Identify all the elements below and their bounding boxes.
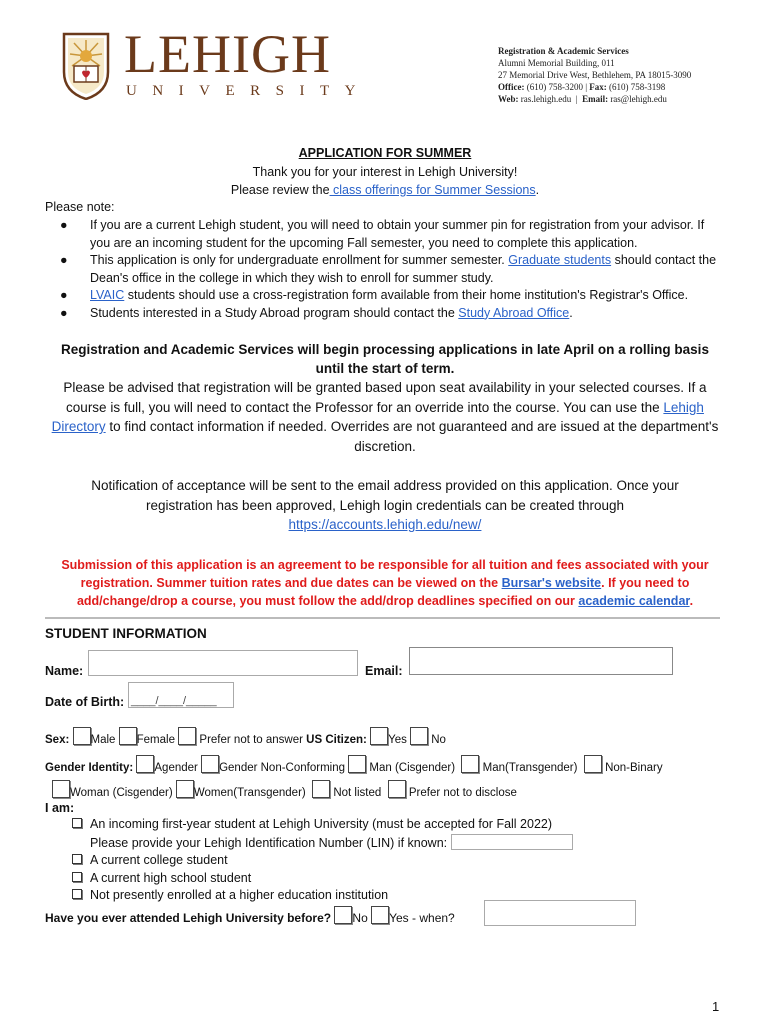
- separator: |: [575, 94, 578, 104]
- processing-line-1: Registration and Academic Services will begin processing applications in late April on a rolling basis: [61, 342, 709, 357]
- office-name: Registration & Academic Services: [498, 46, 629, 56]
- option-label: Male: [90, 734, 116, 746]
- list-item: [60, 287, 720, 305]
- option-label: Yes - when?: [389, 911, 455, 925]
- gender-row-1: [45, 755, 663, 774]
- option-label: Man(Transgender): [482, 762, 578, 774]
- option-label: A current high school student: [90, 870, 252, 885]
- lehigh-logo: [62, 24, 371, 102]
- list-item: [72, 852, 573, 870]
- advised-text-end: to find contact information if needed. Overrides are not guaranteed and are issued at the department's discretion.: [105, 419, 719, 454]
- option-label: Not presently enrolled at a higher education institution: [90, 888, 389, 902]
- submission-text-end: .: [689, 594, 694, 608]
- checkbox-attended-yes[interactable]: [371, 906, 389, 924]
- separator: |: [585, 82, 588, 92]
- name-field[interactable]: [88, 650, 358, 676]
- note-label: Please note:: [45, 200, 115, 214]
- fax-phone: (610) 758-3198: [609, 82, 666, 92]
- logo-wordmark: LEHIGH: [124, 24, 331, 84]
- name-label: Name:: [45, 664, 84, 678]
- gender-label: Gender Identity:: [45, 762, 134, 774]
- web-link[interactable]: ras.lehigh.edu: [520, 94, 572, 104]
- notification-paragraph: [70, 476, 700, 535]
- checkbox-prefer-not-to-answer[interactable]: [178, 727, 196, 745]
- checkbox-attended-no[interactable]: [334, 906, 352, 924]
- note-text: should contact the Dean's office in the college in which they wish to enroll for summer study.: [90, 253, 717, 285]
- option-label: An incoming first-year student at Lehigh University (must be accepted for Fall 2022): [90, 817, 553, 831]
- lehigh-crest-icon: [62, 32, 110, 100]
- office-contact-block: [498, 45, 691, 105]
- bullet-icon: ●: [60, 288, 68, 302]
- office-phone-label: Office:: [498, 82, 525, 92]
- list-item: [60, 217, 720, 252]
- email-label: Email:: [365, 664, 403, 678]
- list-item: [72, 816, 573, 834]
- thanks-text: Thank you for your interest in Lehigh University!: [252, 165, 518, 179]
- lin-row: [72, 834, 573, 853]
- processing-notice: [40, 340, 730, 378]
- office-address: 27 Memorial Drive West, Bethlehem, PA 18015-3090: [498, 70, 692, 80]
- note-text: Students interested in a Study Abroad program should contact the: [90, 305, 459, 320]
- office-web-email: [498, 93, 691, 105]
- checkbox-gender-non-conforming[interactable]: [201, 755, 219, 773]
- option-label: No: [352, 911, 368, 925]
- option-label: Man (Cisgender): [369, 762, 456, 774]
- email-field[interactable]: [409, 647, 673, 675]
- list-item: [60, 252, 720, 287]
- iam-list: [72, 816, 573, 905]
- email-label: Email:: [582, 94, 609, 104]
- checkbox-not-enrolled[interactable]: [72, 889, 82, 899]
- bullet-icon: ●: [60, 218, 68, 232]
- attended-row: [45, 906, 455, 925]
- option-label: Female: [136, 734, 175, 746]
- checkbox-prefer-not-to-disclose[interactable]: [388, 780, 406, 798]
- divider: [45, 617, 720, 619]
- study-abroad-office-link[interactable]: Study Abroad Office: [458, 305, 570, 320]
- notes-list: [60, 217, 720, 322]
- option-label: Not listed: [333, 787, 382, 799]
- graduate-students-link[interactable]: Graduate students: [508, 253, 612, 267]
- submission-text: Submission of this application is an agreement to be responsible for all tuition and fees associated with your registration. Summer tuition rates and due dates can be viewed on the: [61, 558, 709, 590]
- email-link[interactable]: ras@lehigh.edu: [610, 94, 667, 104]
- checkbox-current-college-student[interactable]: [72, 854, 82, 864]
- sex-label: Sex:: [45, 734, 70, 746]
- bullet-icon: ●: [60, 305, 68, 320]
- lin-field[interactable]: [451, 834, 573, 850]
- checkbox-male[interactable]: [73, 727, 91, 745]
- academic-calendar-link[interactable]: academic calendar: [578, 594, 690, 608]
- advised-paragraph: [50, 378, 720, 456]
- advised-text: Please be advised that registration will be granted based upon seat availability in your selected courses. If a course is full, you will need to contact the Professor for an override into the course. You can use the: [63, 380, 707, 415]
- attended-label: Have you ever attended Lehigh University before?: [45, 911, 332, 925]
- checkbox-not-listed[interactable]: [312, 780, 330, 798]
- office-building: Alumni Memorial Building, 011: [498, 58, 615, 68]
- option-label: Woman (Cisgender): [70, 787, 173, 799]
- office-phone: (610) 758-3200: [526, 82, 583, 92]
- list-item: [60, 305, 720, 323]
- web-label: Web:: [498, 94, 519, 104]
- list-item: [72, 870, 573, 888]
- class-offerings-link[interactable]: class offerings for Summer Sessions: [329, 183, 536, 197]
- option-label: Women(Transgender): [193, 787, 306, 799]
- option-label: Agender: [154, 762, 198, 774]
- fax-label: Fax:: [589, 82, 607, 92]
- option-label: Gender Non-Conforming: [219, 762, 345, 774]
- page-title: APPLICATION FOR SUMMER: [298, 146, 472, 160]
- note-text: If you are a current Lehigh student, you will need to obtain your summer pin for registration from your advisor. If you are an incoming student for the upcoming Fall semester, you need to complete this application.: [90, 218, 705, 250]
- logo-subtitle: UNIVERSITY: [126, 83, 371, 99]
- processing-line-2: until the start of term.: [315, 361, 455, 376]
- lvaic-link[interactable]: LVAIC: [90, 288, 125, 302]
- note-text: This application is only for undergraduate enrollment for summer semester.: [90, 253, 509, 267]
- office-phones: [498, 81, 691, 93]
- sex-row: [45, 727, 446, 746]
- dob-label: Date of Birth:: [45, 695, 125, 709]
- lin-label: Please provide your Lehigh Identification Number (LIN) if known:: [90, 835, 448, 850]
- review-line: [40, 183, 730, 197]
- option-label: No: [431, 734, 446, 746]
- dob-placeholder: ____/____/_____: [131, 695, 217, 707]
- page-number: 1: [712, 999, 720, 1014]
- review-prefix: Please review the: [230, 183, 330, 197]
- checkbox-citizen-no[interactable]: [410, 727, 428, 745]
- option-label: Prefer not to answer: [199, 734, 303, 746]
- note-text: students should use a cross-registration form available from their home institution's Registrar's Office.: [124, 288, 689, 302]
- checkbox-current-high-school-student[interactable]: [72, 872, 82, 882]
- bursar-website-link[interactable]: Bursar's website: [501, 576, 602, 590]
- dob-field[interactable]: [128, 682, 234, 708]
- checkbox-female[interactable]: [119, 727, 137, 745]
- citizen-label: US Citizen:: [306, 734, 367, 746]
- checkbox-women-transgender[interactable]: [176, 780, 194, 798]
- checkbox-man-cisgender[interactable]: [348, 755, 366, 773]
- option-label: A current college student: [90, 853, 228, 867]
- review-suffix: .: [535, 183, 540, 197]
- notification-text: Notification of acceptance will be sent to the email address provided on this application. Once your registration has been approved, Lehigh login credentials can be created through: [91, 478, 679, 513]
- checkbox-agender[interactable]: [136, 755, 154, 773]
- option-label: Prefer not to disclose: [408, 787, 517, 799]
- checkbox-non-binary[interactable]: [584, 755, 602, 773]
- gender-row-2: [52, 780, 517, 799]
- option-label: Yes: [388, 734, 407, 746]
- option-label: Non-Binary: [605, 762, 663, 774]
- iam-label: I am:: [45, 801, 75, 815]
- checkbox-citizen-yes[interactable]: [370, 727, 388, 745]
- bullet-icon: ●: [60, 253, 68, 267]
- submission-warning: [50, 556, 720, 610]
- attended-when-field[interactable]: [484, 900, 636, 926]
- checkbox-incoming-first-year[interactable]: [72, 818, 82, 828]
- checkbox-woman-cisgender[interactable]: [52, 780, 70, 798]
- submission-text-mid: . If you need to add/change/drop a course, you must follow the add/drop deadlines specified on our: [76, 576, 690, 608]
- accounts-link[interactable]: https://accounts.lehigh.edu/new/: [288, 517, 482, 532]
- lehigh-directory-link[interactable]: Lehigh Directory: [51, 399, 704, 434]
- section-title: STUDENT INFORMATION: [45, 626, 207, 641]
- checkbox-man-transgender[interactable]: [461, 755, 479, 773]
- note-text: .: [569, 305, 573, 320]
